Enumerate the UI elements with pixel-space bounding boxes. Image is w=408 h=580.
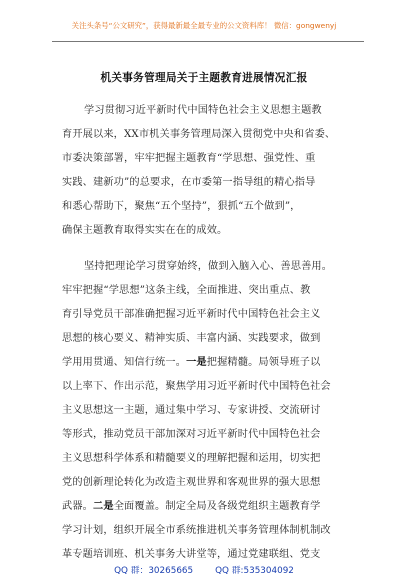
paragraph-1-line: 和悉心帮助下，聚焦“五个坚持”，狠抓“五个做到”， (62, 201, 301, 212)
paragraph-1-line: 育开展以来，XX市机关事务管理局深入贯彻党中央和省委、 (62, 129, 336, 140)
paragraph-2-line: 坚持把理论学习贯穿始终，做到入脑入心、善思善用。 (84, 261, 333, 272)
paragraph-2-line: 思想的核心要义、精神实质、丰富内涵、实践要求，做到 (62, 333, 321, 344)
paragraph-2-line: 育引导党员干部准确把握习近平新时代中国特色社会主义 (62, 309, 321, 320)
header-divider (52, 41, 364, 42)
footer-qq-group-2: QQ 群:535304092 (215, 566, 294, 576)
paragraph-2-line: 主义思想这一主题，通过集中学习、专家讲授、交流研讨 (62, 405, 321, 416)
paragraph-1-line: 确保主题教育取得实实在在的成效。 (62, 225, 228, 236)
paragraph-2-line: 以上率下、作出示范，聚焦学用习近平新时代中国特色社会 (62, 381, 331, 392)
paragraph-2-line: 主义思想科学体系和精髓要义的理解把握和运用，切实把 (62, 453, 321, 464)
paragraph-2-line: 革专题培训班、机关事务大讲堂等，通过党建联组、党支 (62, 549, 321, 560)
document-title: 机关事务管理局关于主题教育进展情况汇报 (100, 72, 308, 84)
point-one-marker: 一是 (186, 356, 207, 368)
header-banner: 关注头条号“公文研究”，获得最新最全最专业的公文资料库！ 微信：gongwenyj (71, 21, 337, 30)
paragraph-2-line: 牢牢把握“学思想”这条主线，全面推进、突出重点、教 (62, 285, 311, 296)
footer-contact (0, 563, 408, 576)
paragraph-2-line: 武器。二是全面覆盖。制定全局及各级党组织主题教育学 (62, 500, 321, 512)
paragraph-2-line: 党的创新理论转化为改造主观世界和客观世界的强大思想 (62, 477, 321, 488)
footer-qq-group-1: QQ 群：30265665 (114, 566, 194, 576)
paragraph-1-line: 学习贯彻习近平新时代中国特色社会主义思想主题教 (84, 105, 322, 116)
paragraph-2-line: 学用用贯通、知信行统一。一是把握精髓。局领导班子以 (62, 356, 321, 368)
paragraph-2-line: 等形式，推动党员干部加深对习近平新时代中国特色社会 (62, 429, 321, 440)
paragraph-1-line: 市委决策部署，牢牢把握主题教育“学思想、强党性、重 (62, 153, 316, 164)
point-two-marker: 二是 (93, 500, 114, 512)
paragraph-1-line: 实践、建新功”的总要求，在市委第一指导组的精心指导 (62, 177, 316, 188)
paragraph-2-line: 学习计划，组织开展全市系统推进机关事务管理体制机制改 (62, 525, 331, 536)
